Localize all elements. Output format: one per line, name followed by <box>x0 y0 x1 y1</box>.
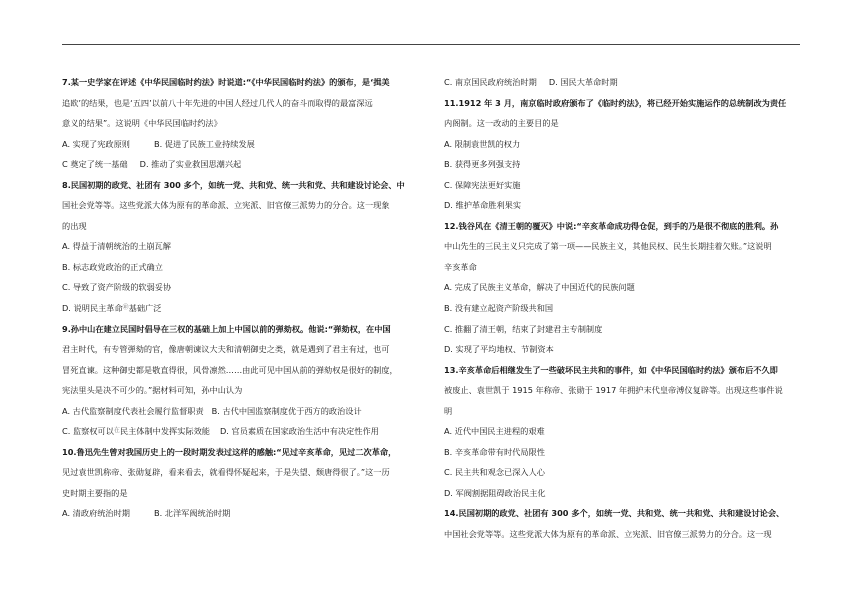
text-line: D. 维护革命胜利果实 <box>444 200 522 211</box>
option-text: 民主体制中发挥实际效能 <box>119 426 210 437</box>
option-text: D. 说明民主革命 <box>62 303 123 314</box>
text-line: C. 民主共和观念已深入人心 <box>444 467 545 478</box>
option-row <box>62 154 418 175</box>
text-line: 8.民国初期的政党、社团有 300 多个，如统一党、共和党、统一共和党、共和建设讨论会、中 <box>62 179 405 190</box>
option-text: 基础广泛 <box>128 303 162 314</box>
option-text: D. 推动了实业救国思潮兴起 <box>139 159 242 170</box>
option-row <box>62 503 418 524</box>
option-row <box>444 72 800 93</box>
text-line: 13.辛亥革命后相继发生了一些破坏民主共和的事件，如《中华民国临时约法》颁布后不久即 <box>444 364 778 375</box>
text-line: 的出现 <box>62 220 87 231</box>
option-text: A. 清政府统治时期 <box>62 508 130 519</box>
option-row <box>62 134 418 155</box>
text-line: 中国社会党等等。这些党派大体为原有的革命派、立宪派、旧官僚三派势力的分合。这一现 <box>444 529 772 540</box>
option-row <box>62 298 418 319</box>
text-line: 14.民国初期的政党、社团有 300 多个，如统一党、共和党、统一共和党、共和建设讨论会、 <box>444 508 785 519</box>
text-line: B. 标志政党政治的正式确立 <box>62 261 163 272</box>
text-line: B. 没有建立起资产阶级共和国 <box>444 303 554 314</box>
header-rule <box>62 44 800 45</box>
option-text: C. 南京国民政府统治时期 <box>444 77 537 87</box>
option-text: D. 官员素质在国家政治生活中有决定性作用 <box>219 426 379 437</box>
text-line: 宪法里头是决不可少的。”据材料可知，孙中山认为 <box>62 385 243 396</box>
text-line: D. 实现了平均地权、节制资本 <box>444 344 554 355</box>
option-text: B. 促进了民族工业持续发展 <box>153 138 255 149</box>
text-line: A. 限制袁世凯的权力 <box>444 138 521 149</box>
text-line: A. 完成了民族主义革命，解决了中国近代的民族问题 <box>444 282 635 293</box>
text-line: D. 军阀割据阻碍政治民主化 <box>444 487 546 498</box>
option-row <box>62 401 418 422</box>
text-line: C. 保障宪法更好实施 <box>444 179 521 190</box>
text-line: 10.鲁迅先生曾对我国历史上的一段时期发表过这样的感触:“见过辛亥革命，见过二次革命， <box>62 446 397 457</box>
option-text: A. 古代监察制度代表社会履行监督职责 <box>62 405 204 416</box>
text-line: 君主时代，有专管弹劾的官，像唐朝谏议大夫和清朝御史之类，就是遇到了君主有过，也可 <box>62 344 390 355</box>
text-line: B. 获得更多列强支持 <box>444 159 521 170</box>
option-text: C 奠定了统一基础 <box>62 159 128 170</box>
text-line: C. 推翻了清王朝，结束了封建君主专制制度 <box>444 323 603 334</box>
stamp-mark: ㊞ <box>122 304 129 312</box>
text-line: A. 得益于清朝统治的土崩瓦解 <box>62 241 171 252</box>
text-line: 11.1912 年 3 月，南京临时政府颁布了《临时约法》，将已经开始实施运作的总统制改为责任 <box>444 97 787 108</box>
text-line: 追欧’的结果，也是‘五四’以前八十年先进的中国人经过几代人的奋斗而取得的最富深远 <box>62 97 373 108</box>
option-row <box>62 421 418 442</box>
text-line: 史时期主要指的是 <box>62 487 128 498</box>
right-column <box>444 72 800 545</box>
text-line: 被废止、袁世凯于 1915 年称帝、张勋于 1917 年拥护末代皇帝溥仪复辟等。出现这些事件说 <box>444 385 783 396</box>
text-line: 内阁制。这一改动的主要目的是 <box>444 118 559 129</box>
text-line: 7.某一史学家在评述《中华民国临时约法》时说道:“《中华民国临时约法》的颁布，是‘揖美 <box>62 77 390 87</box>
text-line: 辛亥革命 <box>444 261 477 272</box>
option-text: D. 国民大革命时期 <box>548 77 618 87</box>
text-line: 9.孙中山在建立民国时倡导在三权的基础上加上中国以前的弹劾权。他说:“弹劾权，在中国 <box>62 323 391 334</box>
stamp-mark: 在 <box>113 427 120 435</box>
left-column <box>62 72 418 524</box>
text-line: 国社会党等等。这些党派大体为原有的革命派、立宪派、旧官僚三派势力的分合。这一现象 <box>62 200 390 211</box>
option-text: B. 古代中国监察制度优于西方的政治设计 <box>211 405 362 416</box>
text-line: A. 近代中国民主进程的艰难 <box>444 426 545 437</box>
text-line: 中山先生的三民主义只完成了第一项——民族主义，其他民权、民生长期挂着欠账。”这说明 <box>444 241 772 252</box>
text-line: 意义的结果”。这说明《中华民国临时约法》 <box>62 118 222 129</box>
text-line: 12.钱谷风在《清王朝的覆灭》中说:“辛亥革命成功得仓促，到手的乃是很不彻底的胜利。孙 <box>444 220 779 231</box>
option-text: C. 监察权可以 <box>62 426 114 437</box>
text-line: 见过袁世凯称帝、张勋复辟，看来看去，就看得怀疑起来，于是失望、颓唐得很了。”这一历 <box>62 467 390 478</box>
text-line: 明 <box>444 405 453 416</box>
option-text: B. 北洋军阀统治时期 <box>153 508 231 519</box>
option-text: A. 实现了宪政原则 <box>62 138 130 149</box>
text-line: C. 导致了资产阶级的软弱妥协 <box>62 282 172 293</box>
text-line: 冒死直谏。这种御史都是敬直得很，风骨凛然……由此可见中国从前的弹劾权是很好的制度， <box>62 364 398 375</box>
text-line: B. 辛亥革命带有时代局限性 <box>444 446 545 457</box>
